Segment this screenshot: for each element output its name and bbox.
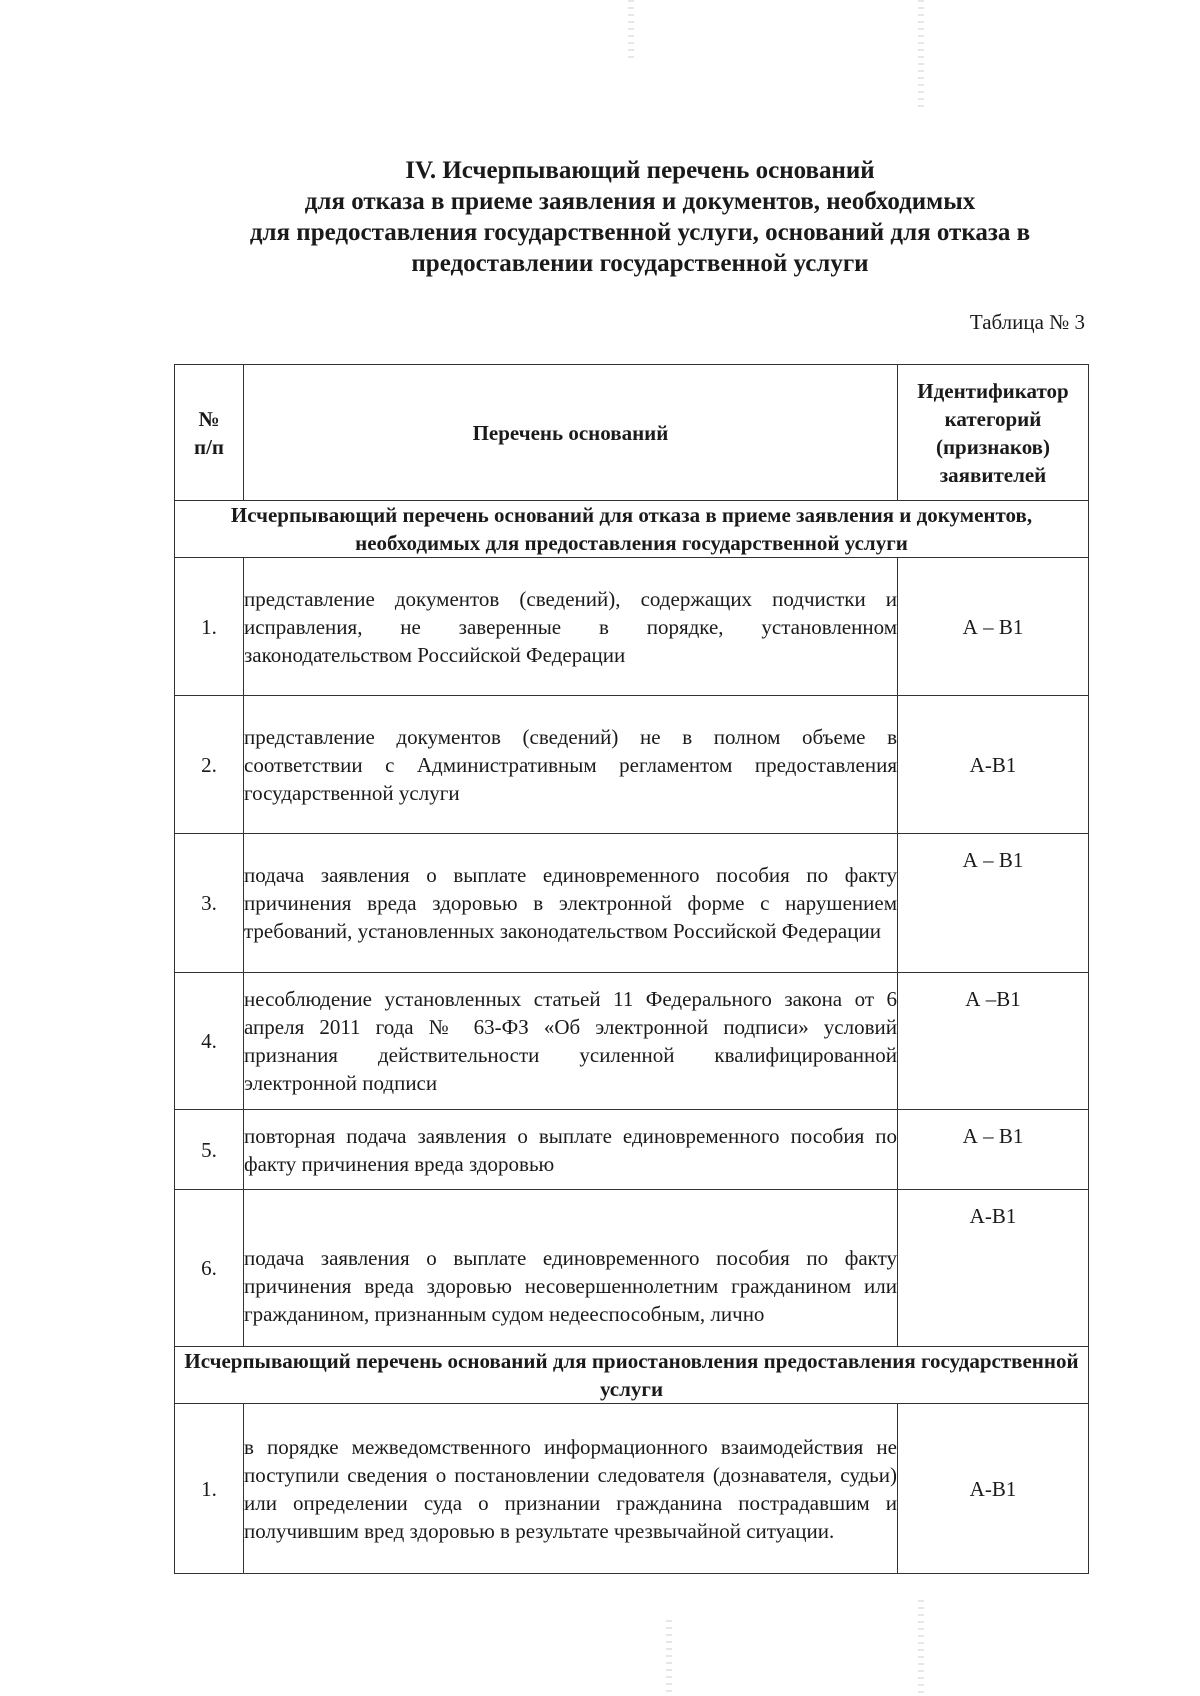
row-identifier: А –В1	[898, 973, 1089, 1110]
table-row	[175, 1404, 1089, 1574]
row-reason: представление документов (сведений), содержащих подчистки и исправления, не заверенные в порядке, установленном законодательством Российской Федерации	[244, 558, 898, 696]
title-line-4: предоставлении государственной услуги	[411, 250, 869, 277]
section-title	[190, 155, 1090, 279]
header-reasons: Перечень оснований	[244, 365, 898, 501]
row-reason: несоблюдение установленных статьей 11 Федерального закона от 6 апреля 2011 года № 63-ФЗ «Об электронной подписи» условий признания действительности усиленной квалифицированной электронной подписи	[244, 973, 898, 1110]
table-row	[175, 834, 1089, 973]
row-number: 3.	[175, 834, 244, 973]
grounds-table	[174, 364, 1089, 1574]
table-row	[175, 558, 1089, 696]
row-identifier: А-В1	[898, 1404, 1089, 1574]
row-identifier: А – В1	[898, 1110, 1089, 1190]
table-number: Таблица № 3	[969, 310, 1085, 334]
title-line-3: для предоставления государственной услуги, оснований для отказа в	[249, 219, 1031, 246]
row-number: 2.	[175, 696, 244, 834]
section-header-row	[175, 501, 1089, 558]
header-num: № п/п	[175, 365, 244, 501]
table-row	[175, 696, 1089, 834]
row-reason: подача заявления о выплате единовременного пособия по факту причинения вреда здоровью в электронной форме с нарушением требований, установленных законодательством Российской Федерации	[244, 834, 898, 973]
table-row	[175, 1190, 1089, 1347]
row-reason: в порядке межведомственного информационного взаимодействия не поступили сведения о постановлении следователя (дознавателя, судьи) или определении суда о признании гражданина пострадавшим и получившим вред здоровью в результате чрезвычайной ситуации.	[244, 1404, 898, 1574]
row-identifier: А-В1	[898, 696, 1089, 834]
table-row	[175, 1110, 1089, 1190]
row-reason: представление документов (сведений) не в полном объеме в соответствии с Административным регламентом предоставления государственной услуги	[244, 696, 898, 834]
row-number: 5.	[175, 1110, 244, 1190]
row-reason: подача заявления о выплате единовременного пособия по факту причинения вреда здоровью несовершеннолетним гражданином или гражданином, признанным судом недееспособным, лично	[244, 1190, 898, 1347]
title-line-2: для отказа в приеме заявления и документов, необходимых	[304, 188, 976, 215]
row-number: 1.	[175, 1404, 244, 1574]
title-line-1: IV. Исчерпывающий перечень оснований	[405, 157, 875, 184]
header-identifier: Идентификатор категорий (признаков) заявителей	[898, 365, 1089, 501]
row-reason: повторная подача заявления о выплате единовременного пособия по факту причинения вреда здоровью	[244, 1110, 898, 1190]
row-identifier: А-В1	[898, 1190, 1089, 1347]
section-refusal-title: Исчерпывающий перечень оснований для отказа в приеме заявления и документов, необходимых для предоставления государственной услуги	[175, 501, 1089, 558]
table-row	[175, 973, 1089, 1110]
row-number: 6.	[175, 1190, 244, 1347]
row-identifier: А – В1	[898, 834, 1089, 973]
section-header-row	[175, 1347, 1089, 1404]
scan-artifact	[628, 0, 634, 60]
scan-artifact	[918, 1600, 924, 1696]
row-number: 1.	[175, 558, 244, 696]
row-number: 4.	[175, 973, 244, 1110]
section-suspension-title: Исчерпывающий перечень оснований для приостановления предоставления государственной услуги	[175, 1347, 1089, 1404]
row-identifier: А – В1	[898, 558, 1089, 696]
scan-artifact	[666, 1620, 672, 1696]
scan-artifact	[918, 0, 924, 110]
table-header-row	[175, 365, 1089, 501]
